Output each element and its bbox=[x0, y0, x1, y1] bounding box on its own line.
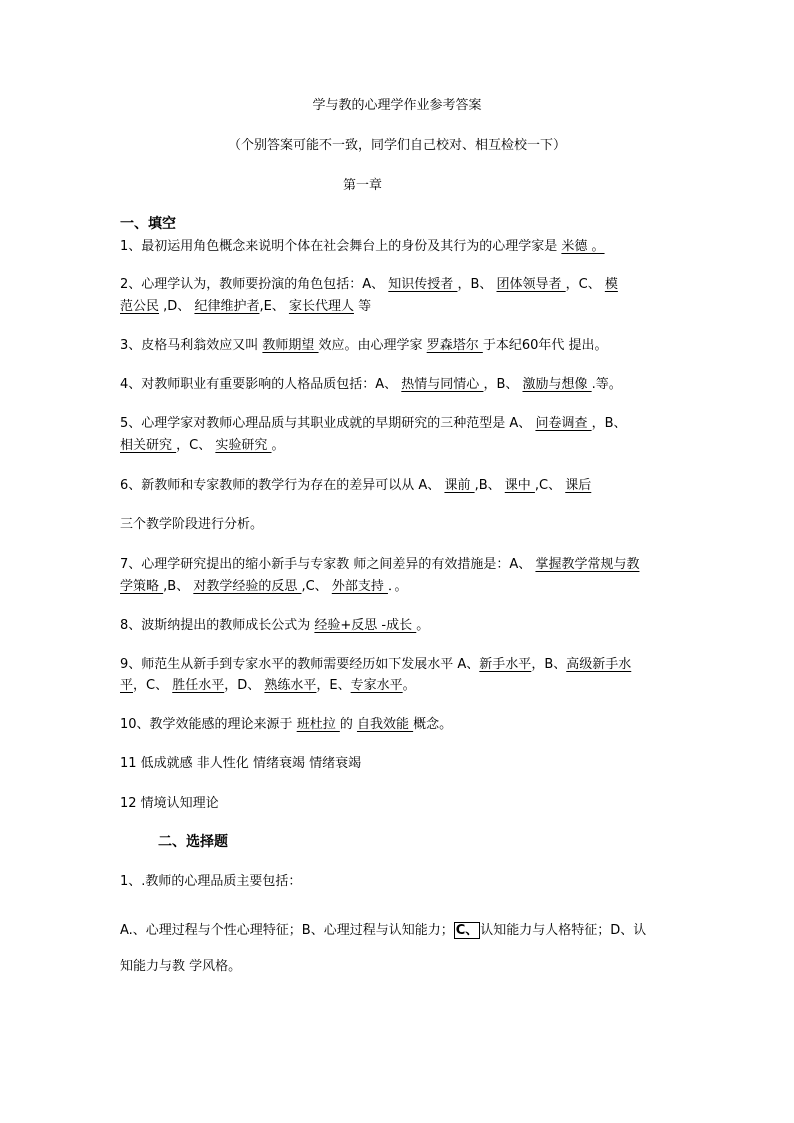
q9-answer-b: 高级新手水 bbox=[566, 657, 632, 672]
question-8: 8、波斯纳提出的教师成长公式为 经验+反思 -成长 。 bbox=[120, 618, 430, 633]
q2-answer-c: 范公民 bbox=[120, 299, 160, 314]
chapter-heading: 第一章 bbox=[343, 178, 383, 193]
q4-answer-b: 激励与想像 bbox=[522, 377, 592, 392]
q6-answer-b: 课中 bbox=[504, 478, 535, 493]
question-2-line-1: 2、心理学认为，教师要扮演的角色包括：A、 知识传授者 ，B、 团体领导者 ，C、 模 bbox=[120, 277, 618, 292]
q2-answer-d: 纪律维护者 bbox=[194, 299, 260, 314]
q5-answer-c: 实验研究 bbox=[215, 438, 272, 453]
q3-answer-a: 教师期望 bbox=[262, 338, 319, 353]
question-7-line-1: 7、心理学研究提出的缩小新手与专家教 师之间差异的有效措施是：A、 掌握教学常规与教 bbox=[120, 557, 640, 572]
question-7-line-2: 学策略 ,B、 对教学经验的反思 ,C、 外部支持 ．。 bbox=[120, 579, 408, 594]
question-11: 11 低成就感 非人性化 情绪衰竭 情绪衰竭 bbox=[120, 756, 362, 771]
question-9-line-2: 平，C、 胜任水平，D、 熟练水平，E、专家水平。 bbox=[120, 678, 416, 693]
q1-text: 1、最初运用角色概念来说明个体在社会舞台上的身份及其行为的心理学家是 bbox=[120, 239, 562, 254]
q9-answer-c: 胜任水平 bbox=[172, 678, 225, 693]
question-5-line-2: 相关研究 ，C、 实验研究 。 bbox=[120, 438, 285, 453]
q2-answer-b: 团体领导者 bbox=[496, 277, 566, 292]
question-10: 10、教学效能感的理论来源于 班杜拉 的 自我效能 概念。 bbox=[120, 717, 453, 732]
q10-answer-b: 自我效能 bbox=[356, 717, 414, 732]
question-6-continued: 三个教学阶段进行分析。 bbox=[120, 517, 264, 532]
question-1 bbox=[120, 238, 605, 256]
q4-answer-a: 热情与同情心 bbox=[401, 377, 484, 392]
q5-answer-b: 相关研究 bbox=[120, 438, 177, 453]
q7-answer-c: 外部支持 bbox=[331, 579, 388, 594]
q9-answer-a: 新手水平 bbox=[479, 657, 532, 672]
document-title: 学与教的心理学作业参考答案 bbox=[312, 98, 482, 113]
question-9-line-1: 9、师范生从新手到专家水平的教师需要经历如下发展水平 A、新手水平，B、高级新手水 bbox=[120, 657, 632, 672]
q7-answer-a: 掌握教学常规与教 bbox=[535, 557, 640, 572]
choice-question-1-options-continued: 知能力与教 学风格。 bbox=[120, 959, 242, 974]
selected-answer-box: C、 bbox=[455, 923, 479, 938]
question-2-line-2: 范公民 ,D、 纪律维护者,E、 家长代理人 等 bbox=[120, 299, 372, 314]
q2-answer-e: 家长代理人 bbox=[288, 299, 354, 314]
question-6: 6、新教师和专家教师的教学行为存在的差异可以从 A、 课前 ,B、 课中 ,C、 课后 bbox=[120, 478, 592, 493]
q5-answer-a: 问卷调查 bbox=[535, 416, 592, 431]
q7-answer-b: 对教学经验的反思 bbox=[193, 579, 302, 594]
q1-answer: 米德 。 bbox=[561, 239, 605, 254]
q6-answer-a: 课前 bbox=[444, 478, 475, 493]
section-fill-in-heading: 一、填空 bbox=[120, 216, 176, 232]
question-3: 3、皮格马利翁效应又叫 教师期望 效应。由心理学家 罗森塔尔 于本纪60年代 提出。 bbox=[120, 338, 608, 353]
question-5-line-1: 5、心理学家对教师心理品质与其职业成就的早期研究的三种范型是 A、 问卷调查 ，B、 bbox=[120, 416, 627, 431]
question-4: 4、对教师职业有重要影响的人格品质包括：A、 热情与同情心 ，B、 激励与想像 .等。 bbox=[120, 377, 622, 392]
section-choice-heading: 二、选择题 bbox=[158, 834, 228, 850]
document-subtitle: （个别答案可能不一致，同学们自己校对、相互检校一下） bbox=[227, 138, 566, 153]
q9-answer-d: 熟练水平 bbox=[264, 678, 317, 693]
question-12: 12 情境认知理论 bbox=[120, 796, 219, 811]
choice-question-1: 1、.教师的心理品质主要包括： bbox=[120, 874, 302, 889]
q6-answer-c: 课后 bbox=[565, 478, 592, 493]
q9-answer-e: 专家水平 bbox=[350, 678, 403, 693]
q8-answer: 经验+反思 -成长 bbox=[314, 618, 417, 633]
choice-question-1-options: A.、心理过程与个性心理特征；B、心理过程与认知能力； C、 认知能力与人格特征；D、认 bbox=[120, 923, 647, 938]
q10-answer-a: 班杜拉 bbox=[296, 717, 340, 732]
q3-answer-b: 罗森塔尔 bbox=[426, 338, 483, 353]
q2-answer-a: 知识传授者 bbox=[388, 277, 458, 292]
